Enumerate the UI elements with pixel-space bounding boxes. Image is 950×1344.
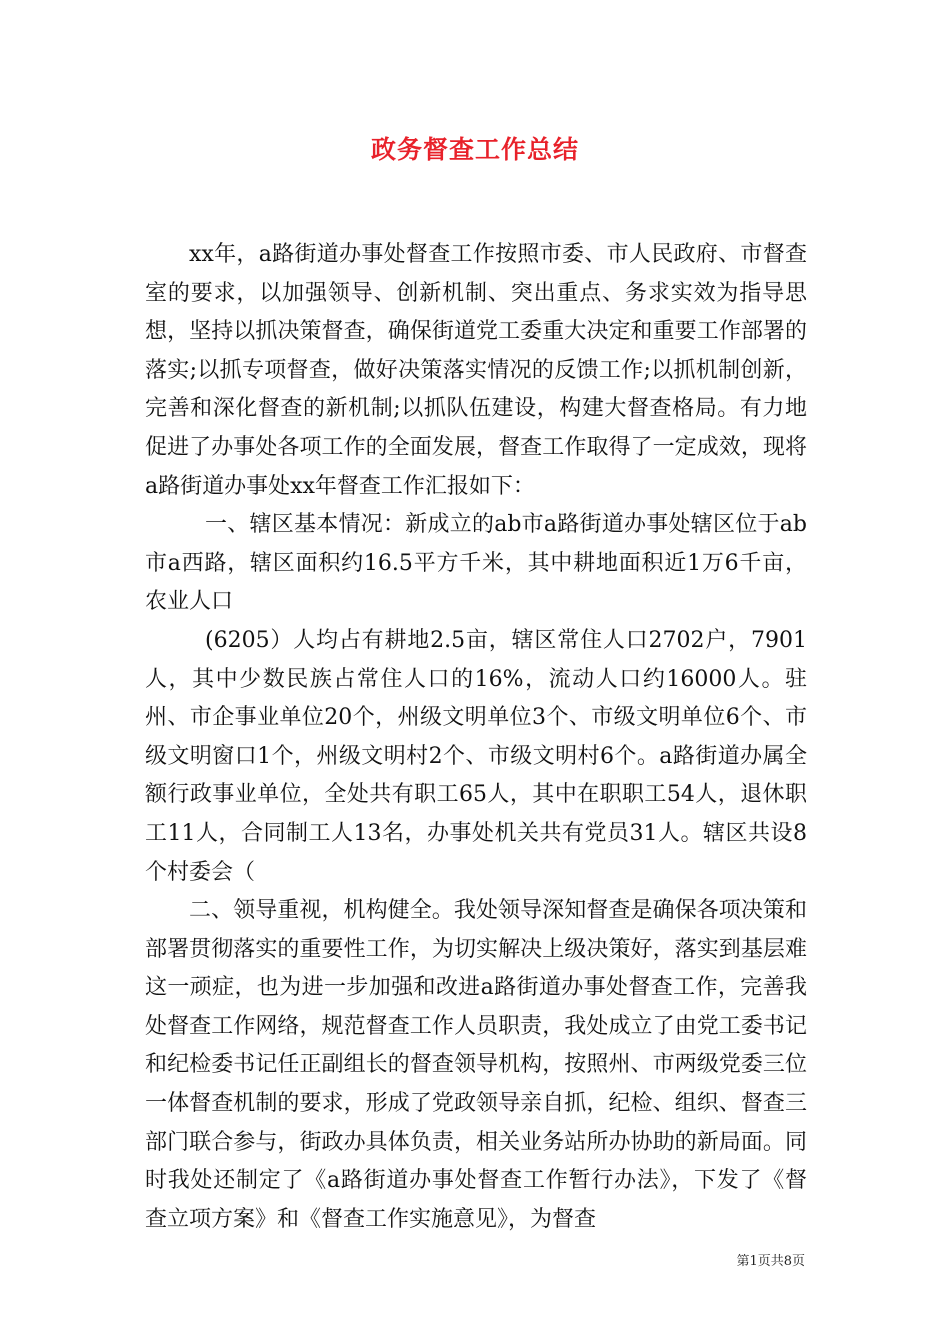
paragraph-intro: xx年，a路街道办事处督查工作按照市委、市人民政府、市督查室的要求，以加强领导、创新机制、突出重点、务求实效为指导思想，坚持以抓决策督查，确保街道党工委重大决定和重要工作部署的落实;以抓专项督查，做好决策落实情况的反馈工作;以抓机制创新，完善和深化督查的新机制;以抓队伍建设，构建大督查格局。有力地促进了办事处各项工作的全面发展，督查工作取得了一定成效，现将a路街道办事处xx年督查工作汇报如下： xyxy=(145,242,807,499)
paragraph-section-2: 二、领导重视，机构健全。我处领导深知督查是确保各项决策和部署贯彻落实的重要性工作，为切实解决上级决策好，落实到基层难这一顽症，也为进一步加强和改进a路街道办事处督查工作，完善我处督查工作网络，规范督查工作人员职责，我处成立了由党工委书记和纪检委书记任正副组长的督查领导机构，按照州、市两级党委三位一体督查机制的要求，形成了党政领导亲自抓，纪检、组织、督查三部门联合参与，街政办具体负责，相关业务站所办协助的新局面。同时我处还制定了《a路街道办事处督查工作暂行办法》，下发了《督查立项方案》和《督查工作实施意见》，为督查 xyxy=(145,898,807,1232)
paragraph-section-1-cont: (6205）人均占有耕地2.5亩，辖区常住人口2702户，7901人，其中少数民族占常住人口的16%，流动人口约16000人。驻州、市企事业单位20个，州级文明单位3个、市级文明单位6个、市级文明窗口1个，州级文明村2个、市级文明村6个。a路街道办属全额行政事业单位，全处共有职工65人，其中在职职工54人，退休职工11人，合同制工人13名，办事处机关共有党员31人。辖区共设8个村委会（ xyxy=(145,627,807,885)
document-body xyxy=(145,236,807,1239)
paragraph-section-1: 一、辖区基本情况：新成立的ab市a路街道办事处辖区位于ab市a西路，辖区面积约16.5平方千米，其中耕地面积近1万6千亩，农业人口 xyxy=(145,512,807,615)
page-number: 第1页共8页 xyxy=(736,1254,805,1269)
document-title: 政务督查工作总结 xyxy=(370,135,579,164)
